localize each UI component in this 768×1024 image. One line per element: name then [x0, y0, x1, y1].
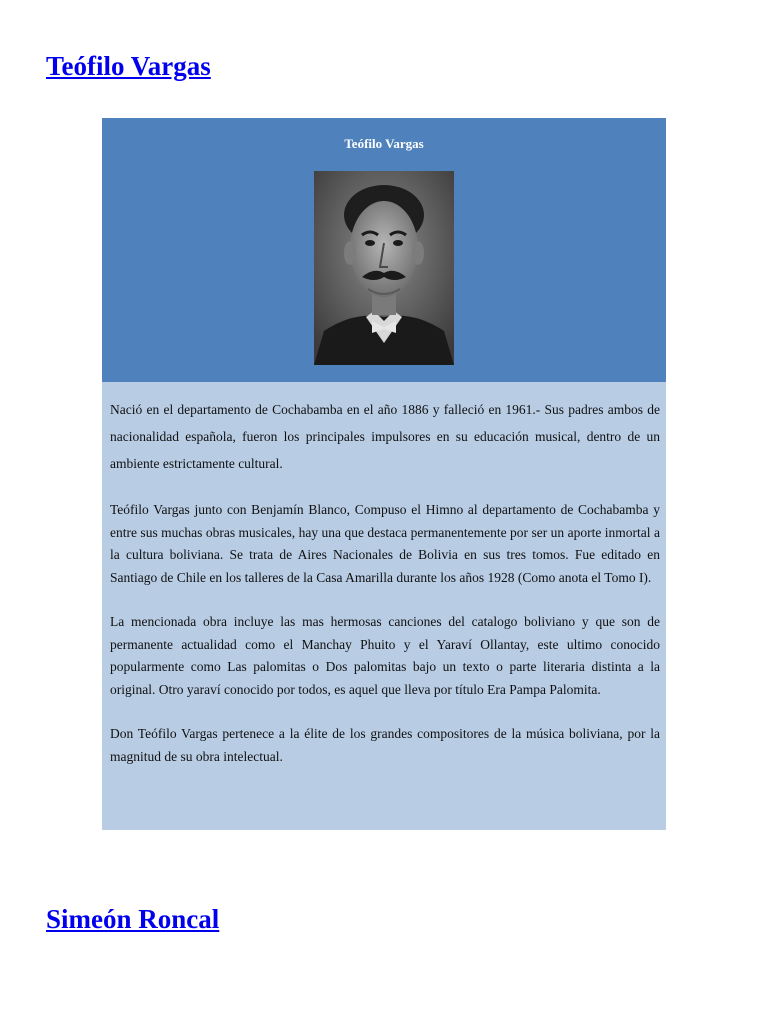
- card-body: [110, 396, 660, 768]
- paragraph-songs: La mencionada obra incluye las mas hermosas canciones del catalogo boliviano y que son de permanente actualidad como el Manchay Phuito y el Yaraví Ollantay, este ultimo conocido popularmente como Las palomitas o Dos palomitas bajo un texto o parte literaria distinta a la original. Otro yaraví conocido por todos, es aquel que lleva por título Era Pampa Palomita.: [110, 614, 660, 697]
- biography-card: [102, 118, 666, 830]
- paragraph-works: Teófilo Vargas junto con Benjamín Blanco, Compuso el Himno al departamento de Cochabamba y entre sus muchas obras musicales, hay una que destaca permanentemente por ser un aporte inmortal a la cultura boliviana. Se trata de Aires Nacionales de Bolivia en sus tres tomos. Fue editado en Santiago de Chile en los talleres de la Casa Amarilla durante los años 1928 (Como anota el Tomo I).: [110, 502, 660, 585]
- card-title: Teófilo Vargas: [344, 136, 424, 151]
- paragraph-legacy: Don Teófilo Vargas pertenece a la élite de los grandes compositores de la música boliviana, por la magnitud de su obra intelectual.: [110, 726, 660, 764]
- portrait-photo-icon: [314, 171, 454, 365]
- heading-link-simeon-roncal[interactable]: Simeón Roncal: [46, 904, 220, 934]
- paragraph-birth: Nació en el departamento de Cochabamba en el año 1886 y falleció en 1961.- Sus padres ambos de nacionalidad española, fueron los principales impulsores en su educación musical, dentro de un ambiente estrictamente cultural.: [110, 402, 660, 471]
- heading-link-teofilo-vargas[interactable]: Teófilo Vargas: [46, 51, 211, 81]
- card-header: [102, 118, 666, 382]
